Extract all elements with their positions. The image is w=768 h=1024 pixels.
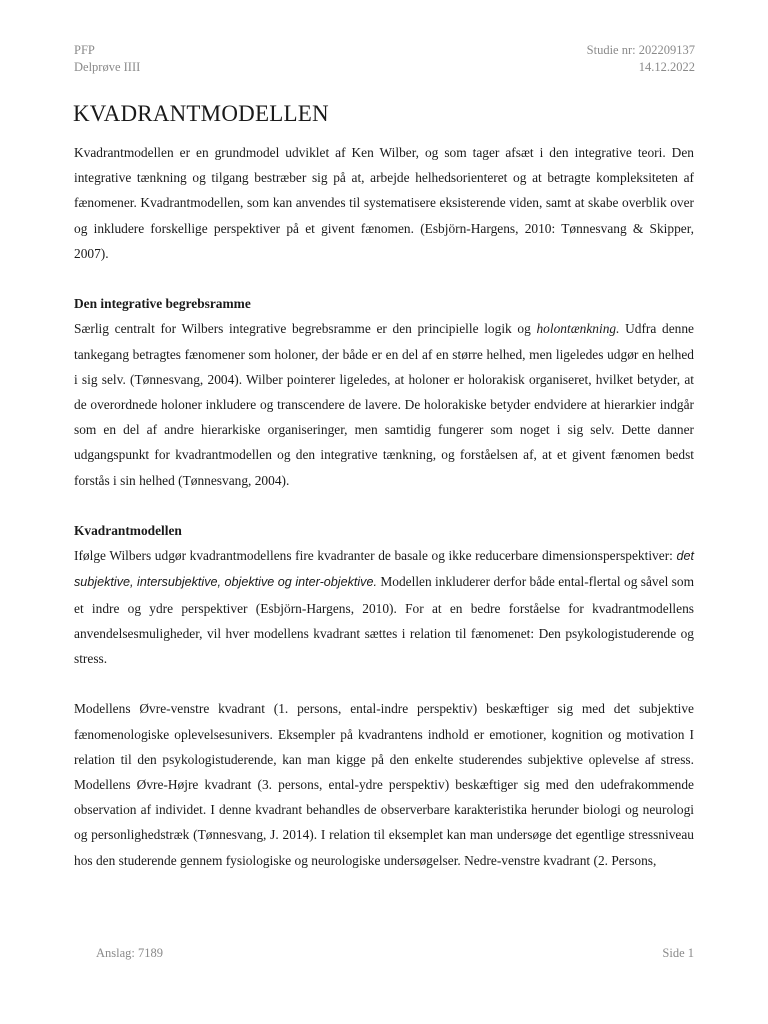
- exam-part: Delprøve IIII: [74, 60, 141, 74]
- document-body: [74, 140, 694, 873]
- page-number: Side 1: [662, 946, 694, 960]
- course-code: PFP: [74, 43, 95, 57]
- section-heading-quadrant: Kvadrantmodellen: [74, 523, 182, 539]
- document-date: 14.12.2022: [638, 60, 695, 74]
- quadrant-paragraph-1: Ifølge Wilbers udgør kvadrantmodellens fire kvadranter de basale og ikke reducerbare dimensionsperspektiver: det subjektive, intersubjektive, objektive og inter-objektive. Modellen inkluderer derfor både ental-flertal og såvel som et indre og ydre perspektiver (Esbjörn-Hargens, 2010). For at en bedre forståelse for kvadrantmodellens anvendelsesmuligheder, vil hver modellens kvadrant sættes i relation til fænomenet: Den psykologistuderende og stress.: [74, 548, 694, 667]
- page-title: KVADRANTMODELLEN: [73, 101, 329, 126]
- intro-paragraph: Kvadrantmodellen er en grundmodel udviklet af Ken Wilber, og som tager afsæt i den integrative teori. Den integrative tænkning og tilgang bestræber sig på at, arbejde helhedsorienteret og at betragte kompleksiteten af fænomener. Kvadrantmodellen, som kan anvendes til systematisere eksisterende viden, samt at skabe overblik over og inkludere forskellige perspektiver på et givent fænomen. (Esbjörn-Hargens, 2010: Tønnesvang & Skipper, 2007).: [74, 145, 694, 261]
- quadrant-paragraph-2: Modellens Øvre-venstre kvadrant (1. persons, ental-indre perspektiv) beskæftiger sig med det subjektive fænomenologiske oplevelsesunivers. Eksempler på kvadrantens indhold er emotioner, kognition og motivation I relation til den psykologistuderende, kan man kigge på den enkelte studerendes subjektive oplevelse af stress. Modellens Øvre-Højre kvadrant (3. persons, ental-ydre perspektiv) beskæftiger sig med den udefrakommende observation af individet. I denne kvadrant behandles de observerbare karakteristika herunder biologi og neurologi og personlighedstræk (Tønnesvang, J. 2014). I relation til eksemplet kan man undersøge det egentlige stressniveau hos den studerende gennem fysiologiske og neurologiske undersøgelser. Nedre-venstre kvadrant (2. Persons,: [74, 701, 694, 868]
- header-left: [74, 42, 140, 76]
- holon-term: holontænkning.: [536, 321, 620, 337]
- perspectives-term: det subjektive, intersubjektive, objektive og inter-objektive.: [74, 549, 694, 590]
- character-count: Anslag: 7189: [96, 946, 164, 960]
- section-heading-integrative: Den integrative begrebsramme: [74, 296, 251, 312]
- student-number: Studie nr: 202209137: [586, 43, 695, 57]
- integrative-paragraph: Særlig centralt for Wilbers integrative begrebsramme er den principielle logik og holontænkning. Udfra denne tankegang betragtes fænomener som holoner, der både er en del af en større helhed, men ligeledes udgør en helhed i sig selv. (Tønnesvang, 2004). Wilber pointerer ligeledes, at holoner er holorakisk organiseret, hvilket betyder, at de overordnede holoner inkludere og transcendere de lavere. De holorakiske betyder endvidere at hierarkier indgår som en del af andre hierarkiske organiseringer, men samtidig fungerer som noget i sig selv. Dette danner udgangspunkt for kvadrantmodellen og den integrative tænkning, og forståelsen af, at et givent fænomen bedst forstås i sin helhed (Tønnesvang, 2004).: [74, 321, 694, 488]
- header-right: [587, 42, 695, 76]
